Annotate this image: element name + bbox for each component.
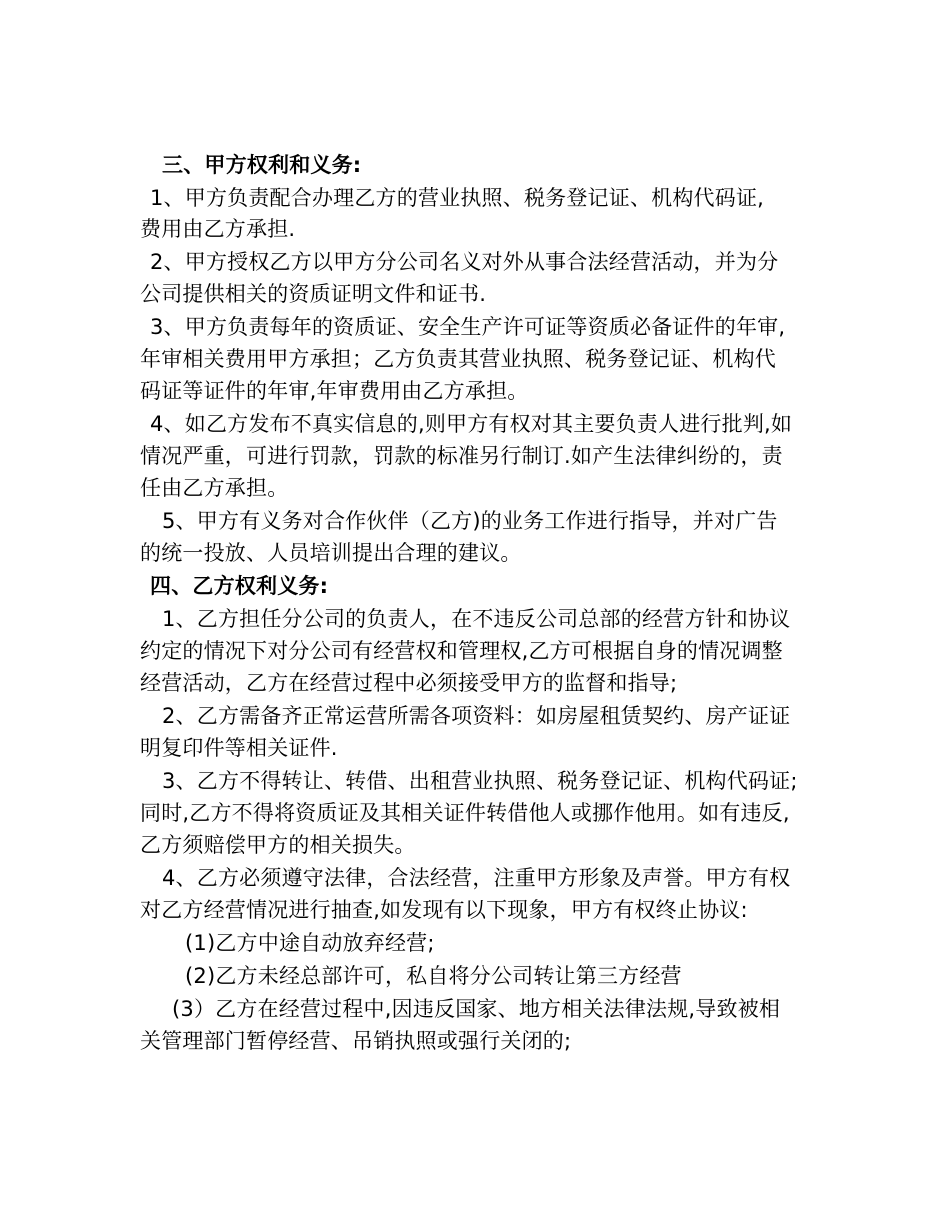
section-3-item-3-line-2: 年审相关费用甲方承担；乙方负责其营业执照、税务登记证、机构代	[140, 347, 776, 371]
section-4-heading: 四、乙方权利义务:	[150, 574, 329, 598]
section-4-subitem-1: (1)乙方中途自动放弃经营;	[185, 931, 435, 955]
section-3-item-5-line-1: 5、甲方有义务对合作伙伴（乙方)的业务工作进行指导，并对广告	[162, 509, 778, 533]
section-4-item-4-line-1: 4、乙方必须遵守法律，合法经营，注重甲方形象及声誉。甲方有权	[162, 866, 791, 890]
section-3-item-2-line-2: 公司提供相关的资质证明文件和证书.	[140, 282, 487, 306]
section-4-item-4-line-2: 对乙方经营情况进行抽查,如发现有以下现象，甲方有权终止协议:	[140, 898, 748, 922]
section-4-item-3-line-3: 乙方须赔偿甲方的相关损失。	[140, 833, 416, 857]
section-3-item-4-line-3: 任由乙方承担。	[140, 476, 289, 500]
section-4-item-2-line-1: 2、乙方需备齐正常运营所需各项资料：如房屋租赁契约、房产证证	[162, 704, 791, 728]
section-4-item-3-line-1: 3、乙方不得转让、转借、出租营业执照、税务登记证、机构代码证;	[162, 769, 798, 793]
section-3-item-4-line-1: 4、如乙方发布不真实信息的,则甲方有权对其主要负责人进行批判,如	[150, 412, 793, 436]
section-3-item-1-line-1: 1、甲方负责配合办理乙方的营业执照、税务登记证、机构代码证,	[150, 186, 765, 210]
section-3-item-3-line-3: 码证等证件的年审,年审费用由乙方承担。	[140, 379, 529, 403]
section-4-subitem-3-line-1: (3）乙方在经营过程中,因违反国家、地方相关法律法规,导致被相	[172, 997, 781, 1021]
section-3-item-5-line-2: 的统一投放、人员培训提出合理的建议。	[140, 541, 522, 565]
section-4-item-1-line-1: 1、乙方担任分公司的负责人，在不违反公司总部的经营方针和协议	[162, 607, 791, 631]
section-3-item-3-line-1: 3、甲方负责每年的资质证、安全生产许可证等资质必备证件的年审,	[150, 315, 786, 339]
section-3-item-2-line-1: 2、甲方授权乙方以甲方分公司名义对外从事合法经营活动，并为分	[150, 250, 779, 274]
section-4-subitem-2: (2)乙方未经总部许可，私自将分公司转让第三方经营	[185, 964, 682, 988]
section-3-item-4-line-2: 情况严重，可进行罚款，罚款的标准另行制订.如产生法律纠纷的，责	[140, 444, 783, 468]
section-4-item-2-line-2: 明复印件等相关证件.	[140, 736, 338, 760]
section-4-subitem-3-line-2: 关管理部门暂停经营、吊销执照或强行关闭的;	[140, 1029, 572, 1053]
section-3-item-1-line-2: 费用由乙方承担.	[140, 217, 296, 241]
section-3-heading: 三、甲方权利和义务:	[162, 153, 362, 177]
section-4-item-3-line-2: 同时,乙方不得将资质证及其相关证件转借他人或挪作他用。如有违反,	[140, 801, 790, 825]
section-4-item-1-line-2: 约定的情况下对分公司有经营权和管理权,乙方可根据自身的情况调整	[140, 639, 783, 663]
section-4-item-1-line-3: 经营活动，乙方在经营过程中必须接受甲方的监督和指导;	[140, 671, 678, 695]
